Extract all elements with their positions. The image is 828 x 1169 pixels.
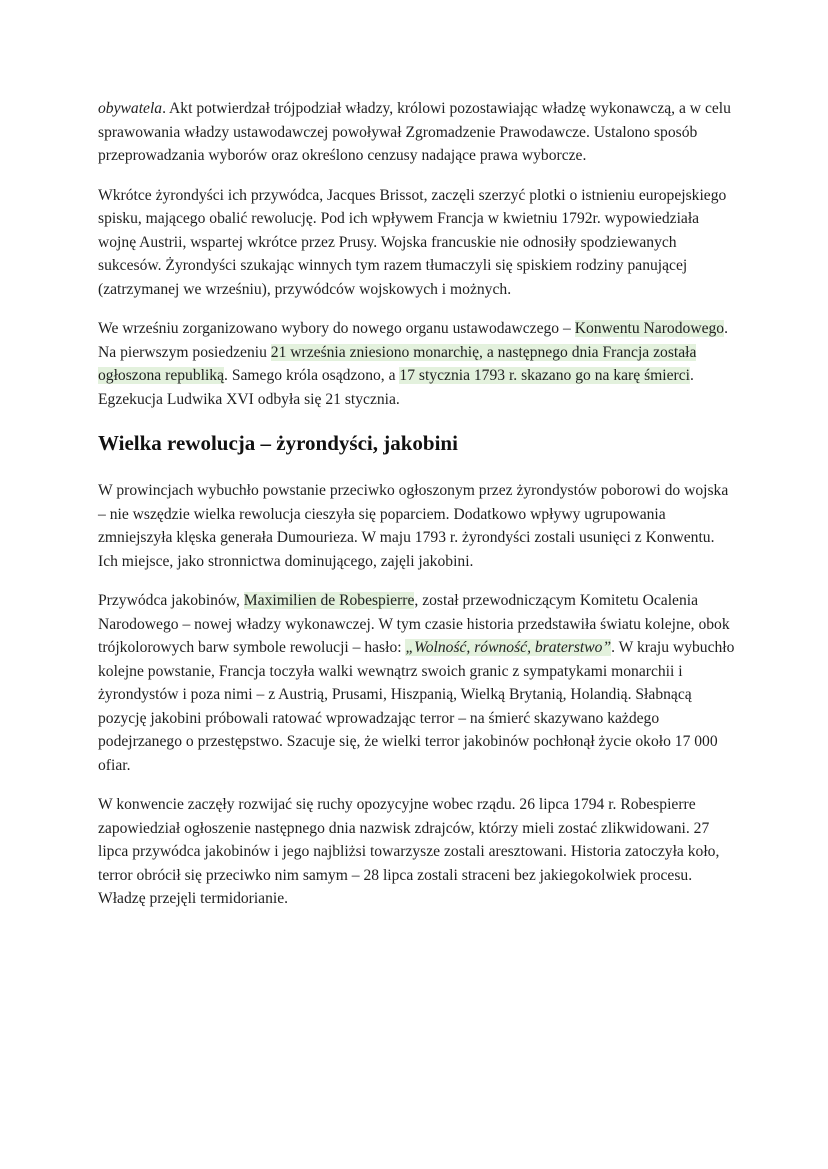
text-run: . W kraju wybuchło kolejne powstanie, Francja toczyła walki wewnątrz swoich granic z sympatykami monarchii i żyrondystów i poza nimi – z Austrią, Prusami, Hiszpanią, Wielką Brytanią, Holandią. Słabnącą pozycję jakobini próbowali ratować wprowadzając terror – na śmierć skazywano każdego podejrzanego o przestępstwo. Szacuje się, że wielki terror jakobinów pochłonął życie około 17 000 ofiar. (98, 639, 735, 774)
paragraph (98, 97, 738, 168)
text-run: . Na pierwszym posiedzeniu (98, 320, 728, 361)
paragraph (98, 589, 738, 777)
text-run: Wkrótce żyrondyści ich przywódca, Jacques Brissot, zaczęli szerzyć plotki o istnieniu europejskiego spisku, mającego obalić rewolucję. Pod ich wpływem Francja w kwietniu 1792r. wypowiedziała wojnę Austrii, wspartej wkrótce przez Prusy. Wojska francuskie nie odnosiły spodziewanych sukcesów. Żyrondyści szukając winnych tym razem tłumaczyli się spiskiem rodziny panującej (zatrzymanej we wrześniu), przywódców wojskowych i możnych. (98, 186, 727, 298)
text-run: W konwencie zaczęły rozwijać się ruchy opozycyjne wobec rządu. 26 lipca 1794 r. Robespierre zapowiedział ogłoszenie następnego dnia nazwisk zdrajców, którzy mieli zostać zlikwidowani. 27 lipca przywódca jakobinów i jego najbliżsi towarzysze zostali aresztowani. Historia zatoczyła koło, terror obrócił się przeciwko nim samym – 28 lipca zostali straceni bez jakiegokolwiek procesu. Władzę przejęli termidorianie. (98, 796, 720, 907)
text-run: We wrześniu zorganizowano wybory do nowego organu ustawodawczego – (98, 320, 575, 337)
text-run: , został przewodniczącym Komitetu Ocalenia Narodowego – nowej władzy wykonawczej. W tym czasie historia przedstawiła światu kolejne, obok trójkolorowych barw symbole rewolucji – hasło: (98, 592, 730, 656)
text-run: W prowincjach wybuchło powstanie przeciwko ogłoszonym przez żyrondystów poborowi do wojska – nie wszędzie wielka rewolucja cieszyła się poparciem. Dodatkowo wpływy ugrupowania zmniejszyła klęska generała Dumourieza. W maju 1793 r. żyrondyści zostali usunięci z Konwentu. Ich miejsce, jako stronnictwa dominującego, zajęli jakobini. (98, 482, 729, 570)
paragraph (98, 793, 738, 911)
text-run: . Akt potwierdzał trójpodział władzy, królowi pozostawiając władzę wykonawczą, a w celu sprawowania władzy ustawodawczej powoływał Zgromadzenie Prawodawcze. Ustalono sposób przeprowadzania wyborów oraz określono cenzusy nadające prawa wyborcze. (98, 100, 731, 164)
text-run: . Samego króla osądzono, a (224, 367, 400, 384)
paragraph (98, 317, 738, 411)
highlighted-text: Konwentu Narodowego (574, 320, 725, 337)
highlighted-text: 17 stycznia 1793 r. skazano go na karę śmierci (399, 367, 690, 384)
paragraphs-before-heading (98, 97, 738, 411)
highlighted-text: Maximilien de Robespierre (243, 592, 415, 609)
document-body (98, 97, 738, 927)
text-run: Przywódca jakobinów, (98, 592, 244, 609)
paragraphs-after-heading (98, 479, 738, 911)
italic-text: obywatela (98, 100, 163, 117)
paragraph (98, 184, 738, 302)
section-heading: Wielka rewolucja – żyrondyści, jakobini (98, 431, 458, 455)
highlighted-text: „Wolność, równość, braterstwo” (405, 639, 612, 656)
paragraph (98, 479, 738, 573)
highlighted-text: 21 września zniesiono monarchię, a następnego dnia Francja została ogłoszona republiką (98, 343, 697, 384)
text-run: . Egzekucja Ludwika XVI odbyła się 21 stycznia. (98, 367, 694, 408)
